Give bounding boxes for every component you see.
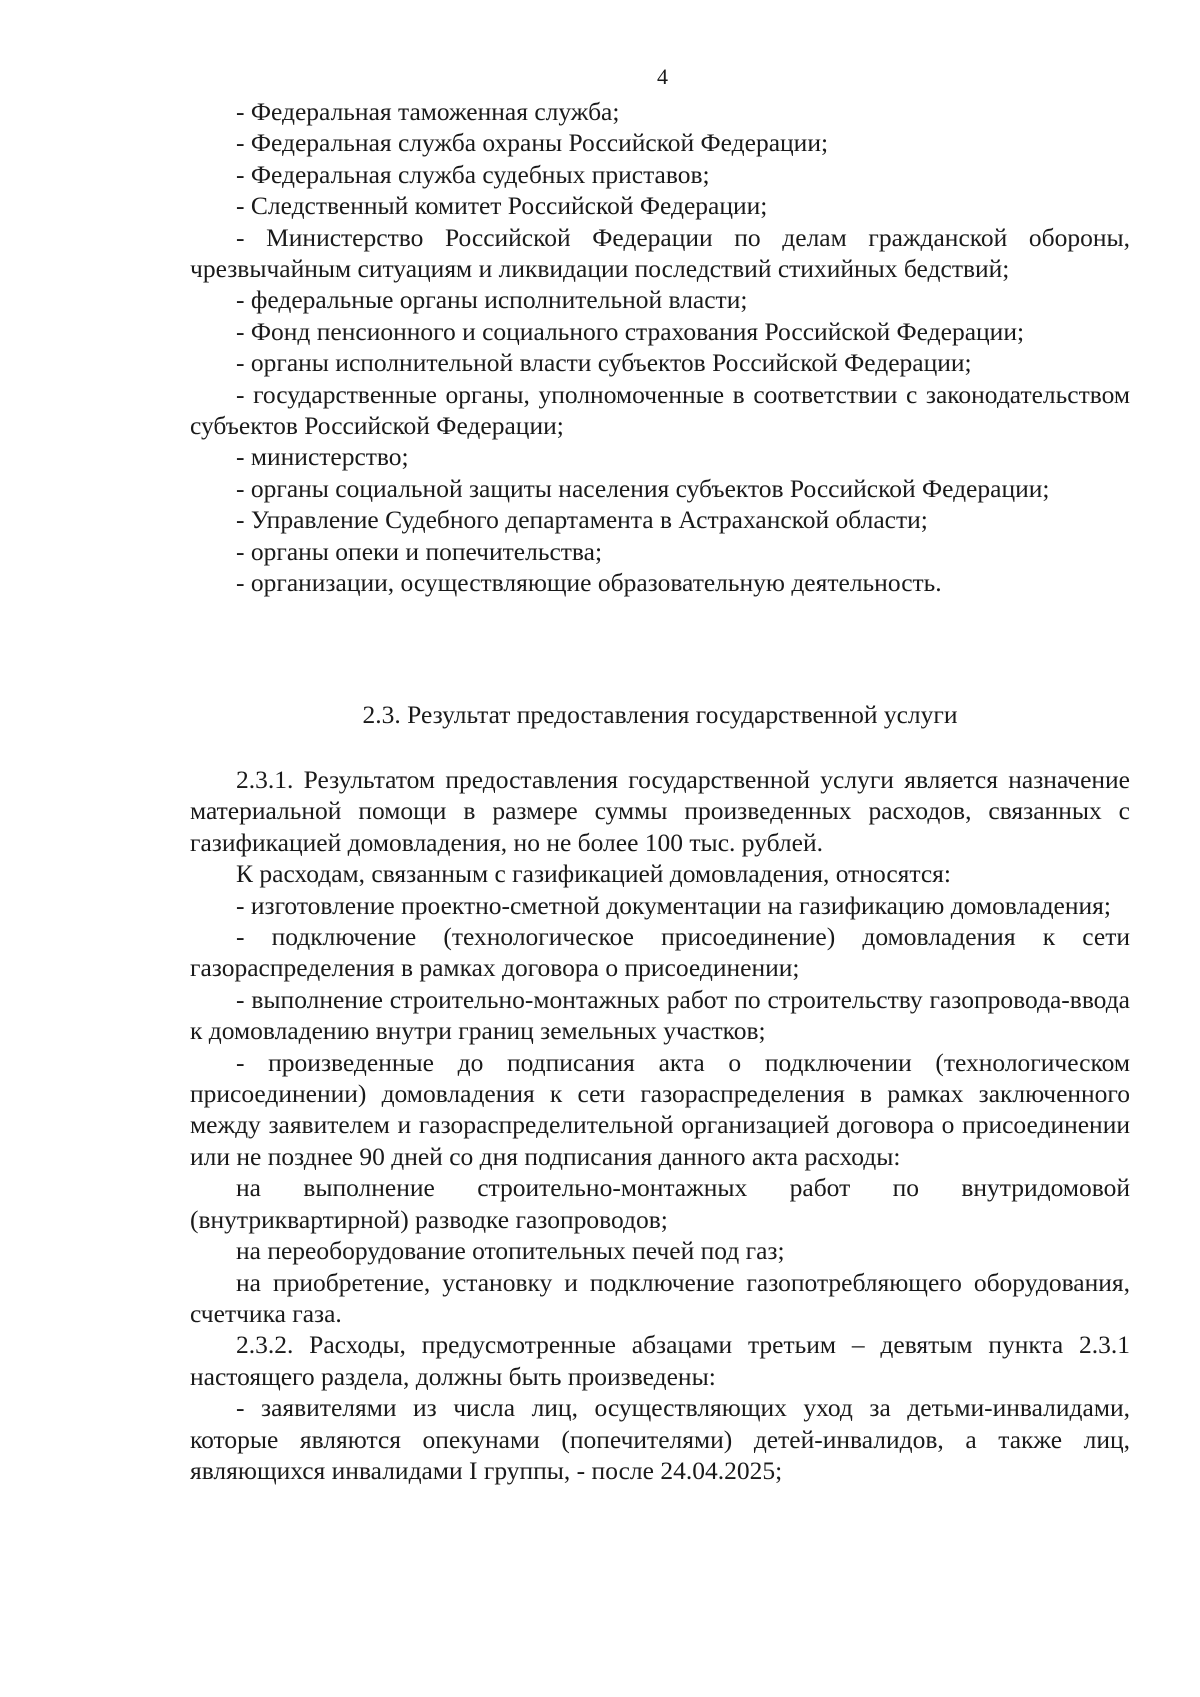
list-item: - Федеральная служба охраны Российской Федерации; xyxy=(236,128,829,158)
body-paragraph: на переоборудование отопительных печей под газ; xyxy=(236,1236,785,1266)
body-paragraph: 2.3.2. Расходы, предусмотренные абзацами третьим – девятым пункта 2.3.1 настоящего раздела, должны быть произведены: xyxy=(190,1330,1130,1391)
list-item: - органы социальной защиты населения субъектов Российской Федерации; xyxy=(236,473,1050,503)
list-item: - Управление Судебного департамента в Астраханской области; xyxy=(236,505,928,535)
list-item: - Федеральная служба судебных приставов; xyxy=(236,159,710,189)
list-item: - органы исполнительной власти субъектов Российской Федерации; xyxy=(236,348,972,378)
list-item: - федеральные органы исполнительной власти; xyxy=(236,285,748,315)
body-paragraph: - выполнение строительно-монтажных работ по строительству газопровода-ввода к домовладению внутри границ земельных участков; xyxy=(190,984,1130,1046)
list-item: - государственные органы, уполномоченные в соответствии с законодательством субъектов Российской Федерации; xyxy=(190,379,1130,441)
body-paragraph: - подключение (технологическое присоединение) домовладения к сети газораспределения в рамках договора о присоединении; xyxy=(190,922,1130,983)
body-paragraph: на приобретение, установку и подключение газопотребляющего оборудования, счетчика газа. xyxy=(190,1267,1130,1328)
page-number: 4 xyxy=(657,64,668,89)
body-paragraph: - произведенные до подписания акта о подключении (технологическом присоединении) домовладения к сети газораспределения в рамках заключенного между заявителем и газораспределительной организацией договора о присоединении или не позднее 90 дней со дня подписания данного акта расходы: xyxy=(190,1047,1130,1171)
list-item: - Министерство Российской Федерации по делам гражданской обороны, чрезвычайным ситуациям и ликвидации последствий стихийных бедствий; xyxy=(190,222,1130,284)
body-paragraph: - изготовление проектно-сметной документации на газификацию домовладения; xyxy=(236,890,1111,920)
list-item: - органы опеки и попечительства; xyxy=(236,536,603,566)
section-heading: 2.3. Результат предоставления государственной услуги xyxy=(362,700,958,729)
body-paragraph: на выполнение строительно-монтажных работ по внутридомовой (внутриквартирной) разводке газопроводов; xyxy=(190,1173,1130,1234)
list-item: - министерство; xyxy=(236,442,409,472)
list-item: - организации, осуществляющие образовательную деятельность. xyxy=(236,568,942,598)
list-item: - Фонд пенсионного и социального страхования Российской Федерации; xyxy=(236,316,1025,346)
body-paragraph: 2.3.1. Результатом предоставления государственной услуги является назначение материальной помощи в размере суммы произведенных расходов, связанных с газификацией домовладения, но не более 100 тыс. рублей. xyxy=(190,765,1130,857)
body-paragraph: - заявителями из числа лиц, осуществляющих уход за детьми-инвалидами, которые являются опекунами (попечителями) детей-инвалидов, а также лиц, являющихся инвалидами I группы, - после 24.04.2025; xyxy=(190,1393,1130,1485)
authority-list xyxy=(190,96,1130,599)
list-item: - Следственный комитет Российской Федерации; xyxy=(236,191,768,221)
section-body xyxy=(190,764,1130,1486)
body-paragraph: К расходам, связанным с газификацией домовладения, относятся: xyxy=(236,859,951,889)
list-item: - Федеральная таможенная служба; xyxy=(236,97,620,126)
